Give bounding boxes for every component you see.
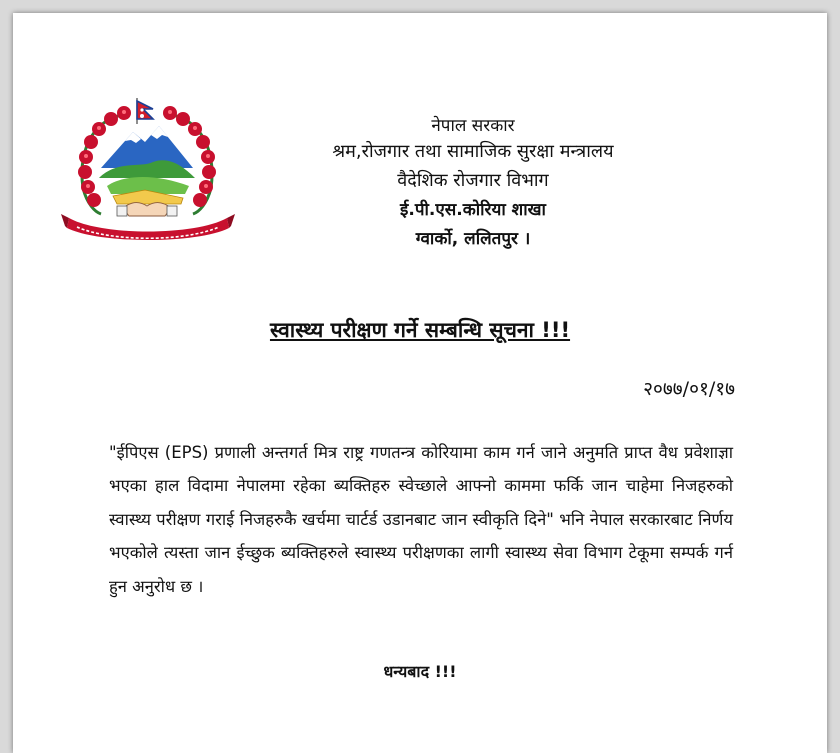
notice-title: स्वास्थ्य परीक्षण गर्ने सम्बन्धि सूचना !!!: [269, 318, 571, 342]
header-government: नेपाल सरकार: [431, 116, 515, 136]
nepal-flag-icon: [137, 98, 153, 124]
nepal-emblem-icon: [61, 86, 235, 246]
header-address: ग्वार्को, ललितपुर ।: [415, 229, 531, 249]
notice-date: २०७७/०१/१७: [643, 378, 735, 400]
document-page: [13, 13, 827, 753]
motto-ribbon-icon: [61, 214, 235, 240]
notice-thanks: धन्यबाद !!!: [383, 662, 457, 681]
header-ministry: श्रम,रोजगार तथा सामाजिक सुरक्षा मन्त्रालय: [332, 141, 614, 162]
handshake-icon: [117, 203, 177, 217]
mountain-icon: [99, 126, 195, 194]
header-department: वैदेशिक रोजगार विभाग: [397, 170, 549, 191]
header-branch: ई.पी.एस.कोरिया शाखा: [400, 200, 546, 220]
notice-body: "ईपिएस (EPS) प्रणाली अन्तगर्त मित्र राष्ट्र गणतन्त्र कोरियामा काम गर्न जाने अनुमति प्राप्त वैध प्रवेशाज्ञा भएका हाल विदामा नेपालमा रहेका ब्यक्तिहरु स्वेच्छाले आफ्नो काममा फर्कि जान चाहेमा निजहरुको स्वास्थ्य परीक्षण गराई निजहरुकै खर्चमा चार्टर्ड उडानबाट जान स्वीकृति दिने" भनि नेपाल सरकारबाट निर्णय भएकोले त्यस्ता जान ईच्छुक ब्यक्तिहरुले स्वास्थ्य परीक्षणका लागी स्वास्थ्य सेवा विभाग टेकूमा सम्पर्क गर्न हुन अनुरोध छ ।: [109, 443, 733, 596]
